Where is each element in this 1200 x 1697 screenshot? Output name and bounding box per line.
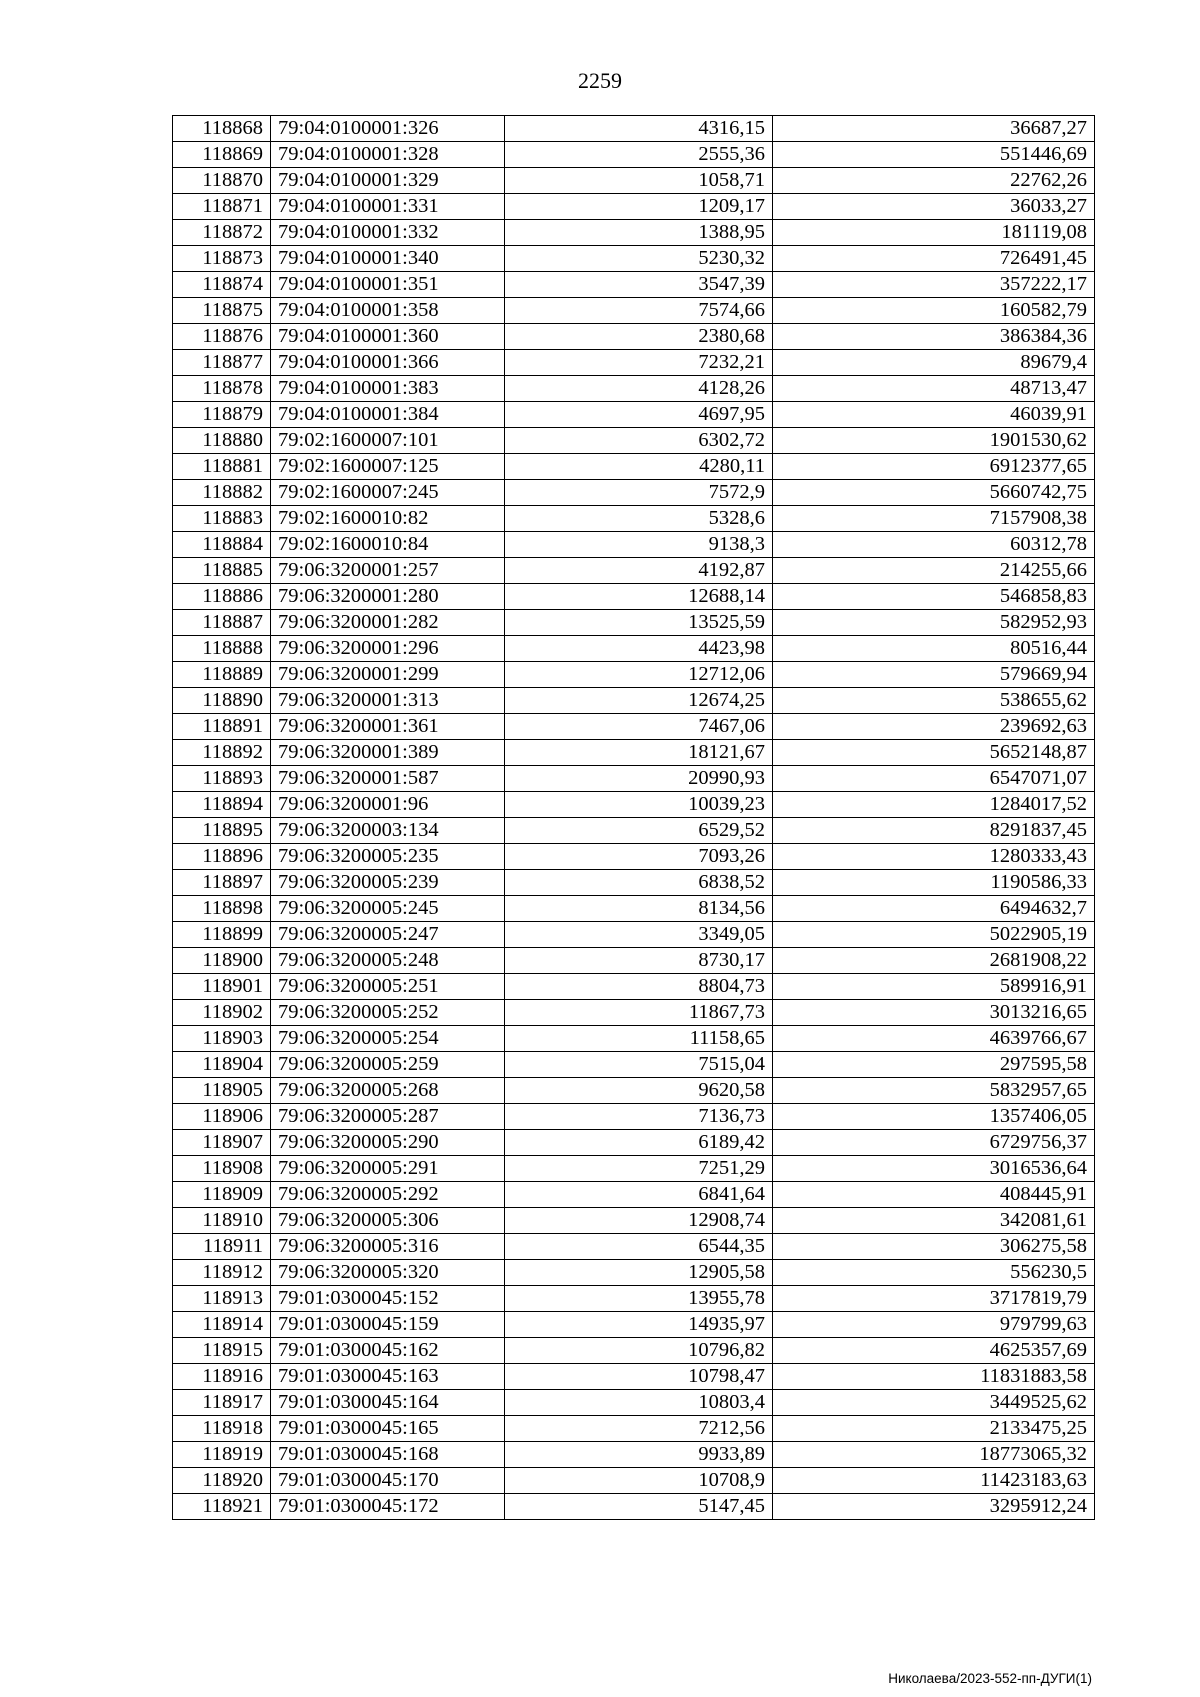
table-row (173, 688, 1095, 714)
value-cell: 3295912,24 (773, 1494, 1095, 1520)
cadastral-number-cell: 79:01:0300045:152 (271, 1286, 505, 1312)
table-row (173, 870, 1095, 896)
value-cell: 386384,36 (773, 324, 1095, 350)
value-cell: 22762,26 (773, 168, 1095, 194)
area-cell: 10039,23 (505, 792, 773, 818)
table-row (173, 1416, 1095, 1442)
area-cell: 13525,59 (505, 610, 773, 636)
row-number-cell: 118917 (173, 1390, 271, 1416)
table-row (173, 506, 1095, 532)
table-row (173, 1182, 1095, 1208)
cadastral-number-cell: 79:06:3200001:257 (271, 558, 505, 584)
table-row (173, 1078, 1095, 1104)
table-row (173, 1494, 1095, 1520)
row-number-cell: 118886 (173, 584, 271, 610)
table-row (173, 194, 1095, 220)
value-cell: 408445,91 (773, 1182, 1095, 1208)
value-cell: 589916,91 (773, 974, 1095, 1000)
row-number-cell: 118884 (173, 532, 271, 558)
cadastral-number-cell: 79:06:3200005:235 (271, 844, 505, 870)
value-cell: 46039,91 (773, 402, 1095, 428)
row-number-cell: 118916 (173, 1364, 271, 1390)
value-cell: 4639766,67 (773, 1026, 1095, 1052)
cadastral-number-cell: 79:04:0100001:332 (271, 220, 505, 246)
value-cell: 546858,83 (773, 584, 1095, 610)
area-cell: 4697,95 (505, 402, 773, 428)
row-number-cell: 118905 (173, 1078, 271, 1104)
value-cell: 2681908,22 (773, 948, 1095, 974)
cadastral-number-cell: 79:04:0100001:366 (271, 350, 505, 376)
table-row (173, 896, 1095, 922)
table-row (173, 220, 1095, 246)
cadastral-number-cell: 79:04:0100001:360 (271, 324, 505, 350)
table-row (173, 116, 1095, 142)
table-row (173, 1234, 1095, 1260)
area-cell: 5147,45 (505, 1494, 773, 1520)
value-cell: 979799,63 (773, 1312, 1095, 1338)
cadastral-number-cell: 79:06:3200005:245 (271, 896, 505, 922)
cadastral-number-cell: 79:04:0100001:384 (271, 402, 505, 428)
table-row (173, 1104, 1095, 1130)
table-row (173, 246, 1095, 272)
area-cell: 7572,9 (505, 480, 773, 506)
area-cell: 9933,89 (505, 1442, 773, 1468)
table-row (173, 1208, 1095, 1234)
area-cell: 11867,73 (505, 1000, 773, 1026)
table-row (173, 636, 1095, 662)
table-row (173, 376, 1095, 402)
table-row (173, 532, 1095, 558)
cadastral-number-cell: 79:04:0100001:329 (271, 168, 505, 194)
row-number-cell: 118875 (173, 298, 271, 324)
area-cell: 9620,58 (505, 1078, 773, 1104)
row-number-cell: 118869 (173, 142, 271, 168)
cadastral-number-cell: 79:01:0300045:165 (271, 1416, 505, 1442)
cadastral-number-cell: 79:04:0100001:331 (271, 194, 505, 220)
cadastral-number-cell: 79:06:3200005:254 (271, 1026, 505, 1052)
row-number-cell: 118888 (173, 636, 271, 662)
area-cell: 7093,26 (505, 844, 773, 870)
area-cell: 4280,11 (505, 454, 773, 480)
value-cell: 18773065,32 (773, 1442, 1095, 1468)
table-row (173, 558, 1095, 584)
area-cell: 12905,58 (505, 1260, 773, 1286)
table-row (173, 714, 1095, 740)
area-cell: 1058,71 (505, 168, 773, 194)
area-cell: 7574,66 (505, 298, 773, 324)
cadastral-number-cell: 79:06:3200005:248 (271, 948, 505, 974)
area-cell: 10796,82 (505, 1338, 773, 1364)
area-cell: 4423,98 (505, 636, 773, 662)
area-cell: 1209,17 (505, 194, 773, 220)
row-number-cell: 118892 (173, 740, 271, 766)
table-row (173, 324, 1095, 350)
area-cell: 7467,06 (505, 714, 773, 740)
cadastral-number-cell: 79:04:0100001:328 (271, 142, 505, 168)
cadastral-number-cell: 79:06:3200001:96 (271, 792, 505, 818)
value-cell: 36687,27 (773, 116, 1095, 142)
value-cell: 5832957,65 (773, 1078, 1095, 1104)
cadastral-number-cell: 79:06:3200005:287 (271, 1104, 505, 1130)
row-number-cell: 118874 (173, 272, 271, 298)
cadastral-number-cell: 79:01:0300045:170 (271, 1468, 505, 1494)
value-cell: 8291837,45 (773, 818, 1095, 844)
value-cell: 214255,66 (773, 558, 1095, 584)
cadastral-number-cell: 79:06:3200001:587 (271, 766, 505, 792)
value-cell: 538655,62 (773, 688, 1095, 714)
value-cell: 7157908,38 (773, 506, 1095, 532)
area-cell: 10803,4 (505, 1390, 773, 1416)
cadastral-number-cell: 79:06:3200001:389 (271, 740, 505, 766)
row-number-cell: 118912 (173, 1260, 271, 1286)
table-row (173, 402, 1095, 428)
area-cell: 13955,78 (505, 1286, 773, 1312)
cadastral-number-cell: 79:06:3200005:251 (271, 974, 505, 1000)
area-cell: 2380,68 (505, 324, 773, 350)
area-cell: 3349,05 (505, 922, 773, 948)
table-body (173, 116, 1095, 1520)
area-cell: 20990,93 (505, 766, 773, 792)
cadastral-number-cell: 79:04:0100001:358 (271, 298, 505, 324)
value-cell: 306275,58 (773, 1234, 1095, 1260)
value-cell: 1280333,43 (773, 844, 1095, 870)
table-row (173, 662, 1095, 688)
table-row (173, 948, 1095, 974)
row-number-cell: 118879 (173, 402, 271, 428)
cadastral-number-cell: 79:06:3200005:292 (271, 1182, 505, 1208)
value-cell: 1357406,05 (773, 1104, 1095, 1130)
row-number-cell: 118893 (173, 766, 271, 792)
row-number-cell: 118868 (173, 116, 271, 142)
table-row (173, 974, 1095, 1000)
area-cell: 7136,73 (505, 1104, 773, 1130)
value-cell: 3717819,79 (773, 1286, 1095, 1312)
cadastral-number-cell: 79:04:0100001:340 (271, 246, 505, 272)
row-number-cell: 118902 (173, 1000, 271, 1026)
table-row (173, 1052, 1095, 1078)
cadastral-number-cell: 79:06:3200005:239 (271, 870, 505, 896)
table-row (173, 1026, 1095, 1052)
table-row (173, 298, 1095, 324)
table-row (173, 922, 1095, 948)
cadastral-number-cell: 79:06:3200001:361 (271, 714, 505, 740)
cadastral-number-cell: 79:06:3200001:296 (271, 636, 505, 662)
value-cell: 6494632,7 (773, 896, 1095, 922)
table-row (173, 1390, 1095, 1416)
cadastral-number-cell: 79:02:1600007:101 (271, 428, 505, 454)
table-row (173, 1000, 1095, 1026)
table-row (173, 1364, 1095, 1390)
cadastral-number-cell: 79:06:3200005:268 (271, 1078, 505, 1104)
area-cell: 9138,3 (505, 532, 773, 558)
value-cell: 1284017,52 (773, 792, 1095, 818)
value-cell: 1190586,33 (773, 870, 1095, 896)
cadastral-number-cell: 79:06:3200001:313 (271, 688, 505, 714)
area-cell: 6302,72 (505, 428, 773, 454)
cadastral-number-cell: 79:06:3200005:252 (271, 1000, 505, 1026)
row-number-cell: 118880 (173, 428, 271, 454)
row-number-cell: 118899 (173, 922, 271, 948)
area-cell: 7212,56 (505, 1416, 773, 1442)
value-cell: 36033,27 (773, 194, 1095, 220)
document-footer: Николаева/2023-552-пп-ДУГИ(1) (888, 1671, 1092, 1686)
cadastral-number-cell: 79:02:1600007:125 (271, 454, 505, 480)
row-number-cell: 118915 (173, 1338, 271, 1364)
row-number-cell: 118911 (173, 1234, 271, 1260)
cadastral-number-cell: 79:06:3200005:320 (271, 1260, 505, 1286)
area-cell: 6838,52 (505, 870, 773, 896)
value-cell: 6547071,07 (773, 766, 1095, 792)
table-row (173, 1286, 1095, 1312)
row-number-cell: 118921 (173, 1494, 271, 1520)
row-number-cell: 118900 (173, 948, 271, 974)
table-row (173, 272, 1095, 298)
row-number-cell: 118897 (173, 870, 271, 896)
area-cell: 1388,95 (505, 220, 773, 246)
cadastral-number-cell: 79:04:0100001:383 (271, 376, 505, 402)
table-row (173, 142, 1095, 168)
table-row (173, 1312, 1095, 1338)
value-cell: 3449525,62 (773, 1390, 1095, 1416)
cadastral-number-cell: 79:04:0100001:326 (271, 116, 505, 142)
row-number-cell: 118876 (173, 324, 271, 350)
table-row (173, 844, 1095, 870)
value-cell: 181119,08 (773, 220, 1095, 246)
area-cell: 5328,6 (505, 506, 773, 532)
row-number-cell: 118878 (173, 376, 271, 402)
cadastral-number-cell: 79:06:3200001:282 (271, 610, 505, 636)
row-number-cell: 118873 (173, 246, 271, 272)
cadastral-number-cell: 79:06:3200001:280 (271, 584, 505, 610)
table-row (173, 428, 1095, 454)
row-number-cell: 118871 (173, 194, 271, 220)
area-cell: 8804,73 (505, 974, 773, 1000)
row-number-cell: 118877 (173, 350, 271, 376)
value-cell: 726491,45 (773, 246, 1095, 272)
row-number-cell: 118895 (173, 818, 271, 844)
value-cell: 89679,4 (773, 350, 1095, 376)
table-row (173, 1156, 1095, 1182)
table-row (173, 350, 1095, 376)
area-cell: 12688,14 (505, 584, 773, 610)
value-cell: 342081,61 (773, 1208, 1095, 1234)
row-number-cell: 118903 (173, 1026, 271, 1052)
cadastral-number-cell: 79:06:3200005:247 (271, 922, 505, 948)
value-cell: 5022905,19 (773, 922, 1095, 948)
cadastral-number-cell: 79:01:0300045:162 (271, 1338, 505, 1364)
table-row (173, 1468, 1095, 1494)
area-cell: 7251,29 (505, 1156, 773, 1182)
value-cell: 582952,93 (773, 610, 1095, 636)
table-row (173, 1442, 1095, 1468)
row-number-cell: 118896 (173, 844, 271, 870)
row-number-cell: 118907 (173, 1130, 271, 1156)
cadastral-number-cell: 79:01:0300045:164 (271, 1390, 505, 1416)
value-cell: 2133475,25 (773, 1416, 1095, 1442)
area-cell: 10798,47 (505, 1364, 773, 1390)
table-row (173, 1338, 1095, 1364)
row-number-cell: 118883 (173, 506, 271, 532)
row-number-cell: 118909 (173, 1182, 271, 1208)
row-number-cell: 118872 (173, 220, 271, 246)
value-cell: 11423183,63 (773, 1468, 1095, 1494)
row-number-cell: 118913 (173, 1286, 271, 1312)
area-cell: 3547,39 (505, 272, 773, 298)
area-cell: 8134,56 (505, 896, 773, 922)
cadastral-number-cell: 79:02:1600007:245 (271, 480, 505, 506)
row-number-cell: 118918 (173, 1416, 271, 1442)
value-cell: 3013216,65 (773, 1000, 1095, 1026)
cadastral-number-cell: 79:01:0300045:159 (271, 1312, 505, 1338)
row-number-cell: 118887 (173, 610, 271, 636)
row-number-cell: 118910 (173, 1208, 271, 1234)
cadastral-number-cell: 79:01:0300045:163 (271, 1364, 505, 1390)
value-cell: 556230,5 (773, 1260, 1095, 1286)
cadastral-number-cell: 79:06:3200003:134 (271, 818, 505, 844)
row-number-cell: 118881 (173, 454, 271, 480)
cadastral-number-cell: 79:02:1600010:84 (271, 532, 505, 558)
value-cell: 60312,78 (773, 532, 1095, 558)
row-number-cell: 118894 (173, 792, 271, 818)
row-number-cell: 118898 (173, 896, 271, 922)
table-row (173, 1260, 1095, 1286)
cadastral-number-cell: 79:06:3200001:299 (271, 662, 505, 688)
area-cell: 12712,06 (505, 662, 773, 688)
area-cell: 10708,9 (505, 1468, 773, 1494)
area-cell: 2555,36 (505, 142, 773, 168)
value-cell: 48713,47 (773, 376, 1095, 402)
cadastral-number-cell: 79:02:1600010:82 (271, 506, 505, 532)
area-cell: 18121,67 (505, 740, 773, 766)
table-row (173, 740, 1095, 766)
area-cell: 6189,42 (505, 1130, 773, 1156)
area-cell: 5230,32 (505, 246, 773, 272)
row-number-cell: 118891 (173, 714, 271, 740)
value-cell: 6912377,65 (773, 454, 1095, 480)
value-cell: 579669,94 (773, 662, 1095, 688)
table-row (173, 818, 1095, 844)
value-cell: 297595,58 (773, 1052, 1095, 1078)
area-cell: 4316,15 (505, 116, 773, 142)
value-cell: 6729756,37 (773, 1130, 1095, 1156)
value-cell: 357222,17 (773, 272, 1095, 298)
value-cell: 5660742,75 (773, 480, 1095, 506)
table-row (173, 766, 1095, 792)
value-cell: 3016536,64 (773, 1156, 1095, 1182)
table-row (173, 1130, 1095, 1156)
cadastral-number-cell: 79:06:3200005:290 (271, 1130, 505, 1156)
area-cell: 12908,74 (505, 1208, 773, 1234)
table-row (173, 454, 1095, 480)
row-number-cell: 118885 (173, 558, 271, 584)
table-row (173, 480, 1095, 506)
cadastral-number-cell: 79:04:0100001:351 (271, 272, 505, 298)
area-cell: 6841,64 (505, 1182, 773, 1208)
area-cell: 12674,25 (505, 688, 773, 714)
row-number-cell: 118901 (173, 974, 271, 1000)
table-row (173, 584, 1095, 610)
row-number-cell: 118908 (173, 1156, 271, 1182)
value-cell: 5652148,87 (773, 740, 1095, 766)
row-number-cell: 118904 (173, 1052, 271, 1078)
page-number: 2259 (578, 68, 622, 93)
area-cell: 4192,87 (505, 558, 773, 584)
cadastral-number-cell: 79:01:0300045:172 (271, 1494, 505, 1520)
cadastral-number-cell: 79:06:3200005:259 (271, 1052, 505, 1078)
row-number-cell: 118870 (173, 168, 271, 194)
area-cell: 11158,65 (505, 1026, 773, 1052)
row-number-cell: 118914 (173, 1312, 271, 1338)
value-cell: 160582,79 (773, 298, 1095, 324)
table-row (173, 610, 1095, 636)
value-cell: 11831883,58 (773, 1364, 1095, 1390)
row-number-cell: 118919 (173, 1442, 271, 1468)
value-cell: 239692,63 (773, 714, 1095, 740)
cadastral-number-cell: 79:06:3200005:316 (271, 1234, 505, 1260)
area-cell: 6544,35 (505, 1234, 773, 1260)
cadastral-number-cell: 79:01:0300045:168 (271, 1442, 505, 1468)
cadastral-table (172, 115, 1095, 1520)
table-row (173, 168, 1095, 194)
value-cell: 1901530,62 (773, 428, 1095, 454)
row-number-cell: 118889 (173, 662, 271, 688)
area-cell: 7232,21 (505, 350, 773, 376)
area-cell: 7515,04 (505, 1052, 773, 1078)
area-cell: 6529,52 (505, 818, 773, 844)
row-number-cell: 118906 (173, 1104, 271, 1130)
area-cell: 4128,26 (505, 376, 773, 402)
value-cell: 4625357,69 (773, 1338, 1095, 1364)
cadastral-number-cell: 79:06:3200005:306 (271, 1208, 505, 1234)
row-number-cell: 118920 (173, 1468, 271, 1494)
area-cell: 8730,17 (505, 948, 773, 974)
area-cell: 14935,97 (505, 1312, 773, 1338)
value-cell: 551446,69 (773, 142, 1095, 168)
row-number-cell: 118890 (173, 688, 271, 714)
table-row (173, 792, 1095, 818)
row-number-cell: 118882 (173, 480, 271, 506)
value-cell: 80516,44 (773, 636, 1095, 662)
cadastral-number-cell: 79:06:3200005:291 (271, 1156, 505, 1182)
